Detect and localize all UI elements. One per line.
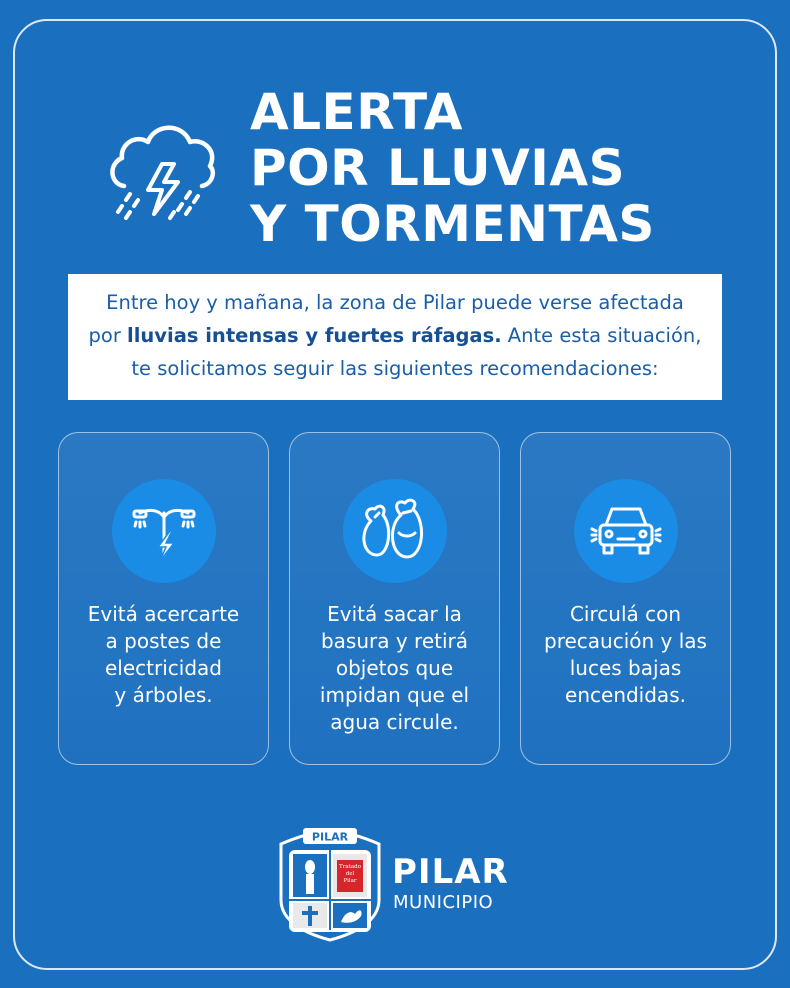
- intro-line-3: te solicitamos seguir las siguientes recomendaciones:: [131, 357, 659, 380]
- recommendation-text: [65, 601, 262, 709]
- rec-line: y árboles.: [114, 683, 213, 707]
- book-text-3: Pilar: [343, 878, 357, 884]
- recommendation-card-garbage: [289, 432, 500, 765]
- recommendation-text: [527, 601, 724, 709]
- intro-line-1: Entre hoy y mañana, la zona de Pilar puede verse afectada: [106, 291, 684, 314]
- pilar-shield-logo: [275, 822, 385, 942]
- car-headlights-icon: [584, 489, 668, 573]
- rec-line: precaución y las: [544, 629, 707, 653]
- brand-name: PILAR: [392, 852, 509, 892]
- rec-line: Evitá sacar la: [327, 602, 462, 626]
- title-line-2: POR LLUVIAS: [250, 139, 626, 197]
- brand-subtitle: MUNICIPIO: [393, 892, 494, 913]
- title-line-3: Y TORMENTAS: [250, 195, 655, 253]
- rec-line: objetos que: [335, 656, 454, 680]
- rec-line: Evitá acercarte: [87, 602, 240, 626]
- icon-circle: [343, 479, 447, 583]
- rec-line: encendidas.: [565, 683, 686, 707]
- rec-line: impidan que el: [319, 683, 470, 707]
- rec-line: Circulá con: [569, 602, 682, 626]
- book-text-2: del: [345, 871, 355, 877]
- rec-line: luces bajas: [569, 656, 682, 680]
- intro-line-2-bold: lluvias intensas y fuertes ráfagas.: [127, 324, 502, 347]
- intro-box: [68, 274, 722, 400]
- intro-line-2-pre: por: [88, 324, 128, 347]
- rec-line: basura y retirá: [320, 629, 469, 653]
- recommendation-card-power-lines: [58, 432, 269, 765]
- alert-title: [250, 84, 770, 252]
- intro-line-2-post: Ante esta situación,: [501, 324, 702, 347]
- title-line-1: ALERTA: [250, 83, 463, 141]
- rec-line: electricidad: [105, 656, 222, 680]
- intro-line-2: [68, 319, 722, 352]
- book-text-1: Tratado: [339, 864, 361, 870]
- icon-circle: [112, 479, 216, 583]
- icon-circle: [574, 479, 678, 583]
- recommendation-card-driving: [520, 432, 731, 765]
- rec-line: a postes de: [105, 629, 222, 653]
- shield-label: PILAR: [311, 830, 349, 844]
- rec-line: agua circule.: [330, 710, 459, 734]
- street-light-lightning-icon: [124, 491, 204, 571]
- garbage-bags-icon: [353, 489, 437, 573]
- storm-cloud-lightning-icon: [104, 108, 222, 226]
- recommendation-text: [296, 601, 493, 736]
